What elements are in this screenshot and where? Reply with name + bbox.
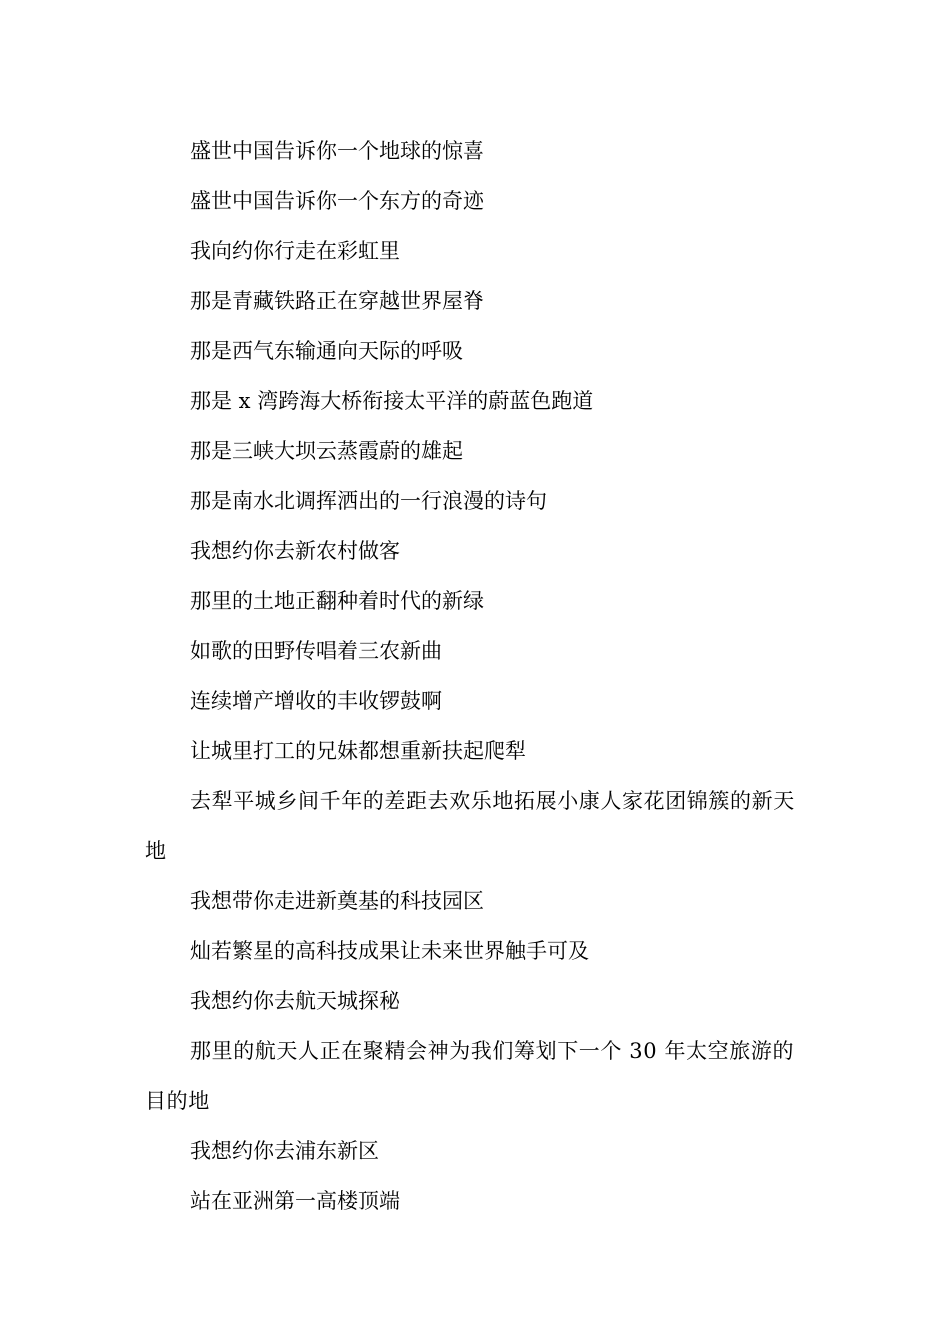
poem-line: 如歌的田野传唱着三农新曲 — [190, 639, 442, 663]
poem-body — [145, 126, 815, 1226]
poem-line: 盛世中国告诉你一个东方的奇迹 — [190, 189, 484, 213]
poem-line: 我想约你去浦东新区 — [190, 1139, 379, 1163]
poem-paragraph: 去犁平城乡间千年的差距去欢乐地拓展小康人家花团锦簇的新天地 — [145, 789, 795, 863]
poem-line: 站在亚洲第一高楼顶端 — [190, 1189, 400, 1213]
poem-line: 连续增产增收的丰收锣鼓啊 — [190, 689, 442, 713]
poem-line: 让城里打工的兄妹都想重新扶起爬犁 — [190, 739, 526, 763]
poem-line: 我向约你行走在彩虹里 — [190, 239, 400, 263]
poem-line: 那是南水北调挥洒出的一行浪漫的诗句 — [190, 489, 547, 513]
poem-line: 我想约你去航天城探秘 — [190, 989, 400, 1013]
poem-line: 那是西气东输通向天际的呼吸 — [190, 339, 463, 363]
poem-line: 那是 x 湾跨海大桥衔接太平洋的蔚蓝色跑道 — [190, 389, 594, 413]
poem-line: 那是青藏铁路正在穿越世界屋脊 — [190, 289, 484, 313]
poem-line: 我想带你走进新奠基的科技园区 — [190, 889, 484, 913]
poem-line: 盛世中国告诉你一个地球的惊喜 — [190, 139, 484, 163]
poem-line: 那是三峡大坝云蒸霞蔚的雄起 — [190, 439, 463, 463]
poem-line: 我想约你去新农村做客 — [190, 539, 400, 563]
poem-line: 那里的土地正翻种着时代的新绿 — [190, 589, 484, 613]
poem-line: 灿若繁星的高科技成果让未来世界触手可及 — [190, 939, 589, 963]
poem-paragraph: 那里的航天人正在聚精会神为我们筹划下一个 30 年太空旅游的目的地 — [145, 1039, 795, 1113]
